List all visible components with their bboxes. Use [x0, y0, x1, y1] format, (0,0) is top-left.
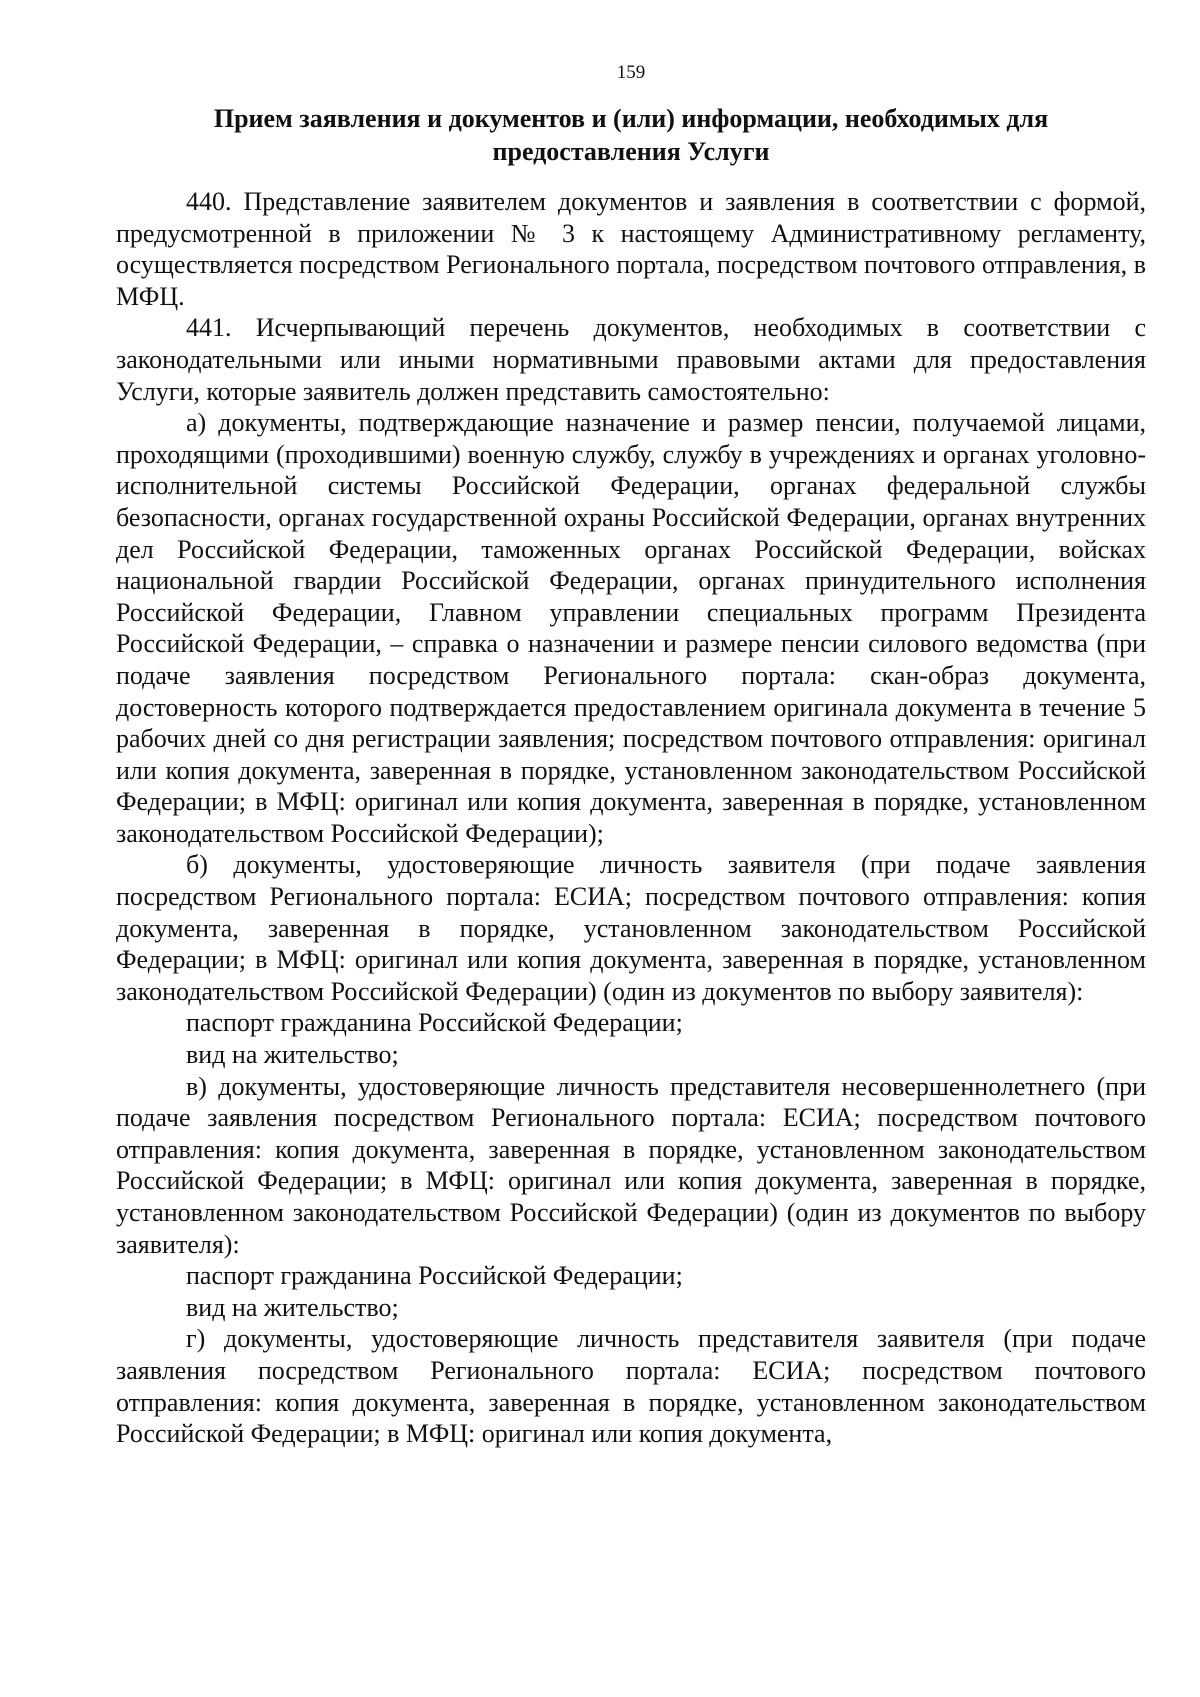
paragraph-440: 440. Представление заявителем документов и заявления в соответствии с формой, предусмотренной в приложении № 3 к настоящему Административному регламенту, осуществляется посредством Регионального портала, посредством почтового отправления, в МФЦ. — [116, 187, 1146, 311]
section-heading-line-2: предоставления Услуги — [492, 137, 770, 166]
section-heading — [116, 102, 1146, 168]
paragraph-441: 441. Исчерпывающий перечень документов, необходимых в соответствии с законодательными или иными нормативными правовыми актами для предоставления Услуги, которые заявитель должен представить самостоятельно: — [116, 313, 1146, 406]
paragraph-item-g: г) документы, удостоверяющие личность представителя заявителя (при подаче заявления посредством Регионального портала: ЕСИА; посредством почтового отправления: копия документа, заверенная в порядке, установленном законодательством Российской Федерации; в МФЦ: оригинал или копия документа, — [116, 1324, 1146, 1449]
document-page — [116, 62, 1146, 1450]
list-item-residence-permit: вид на жительство; — [186, 1040, 399, 1070]
document-body — [116, 186, 1146, 1450]
paragraph-item-a: а) документы, подтверждающие назначение и размер пенсии, получаемой лицами, проходящими (проходившими) военную службу, службу в учреждениях и органах уголовно-исполнительной системы Российской Федерации, органах федеральной службы безопасности, органах государственной охраны Российской Федерации, органах внутренних дел Российской Федерации, таможенных органах Российской Федерации, войсках национальной гвардии Российской Федерации, органах принудительного исполнения Российской Федерации, Главном управлении специальных программ Президента Российской Федерации, – справка о назначении и размере пенсии силового ведомства (при подаче заявления посредством Регионального портала: скан-образ документа, достоверность которого подтверждается предоставлением оригинала документа в течение 5 рабочих дней со дня регистрации заявления; посредством почтового отправления: оригинал или копия документа, заверенная в порядке, установленном законодательством Российской Федерации; в МФЦ: оригинал или копия документа, заверенная в порядке, установленном законодательством Российской Федерации); — [116, 408, 1146, 848]
list-item-passport: паспорт гражданина Российской Федерации; — [186, 1008, 683, 1038]
paragraph-item-b: б) документы, удостоверяющие личность заявителя (при подаче заявления посредством Регионального портала: ЕСИА; посредством почтового отправления: копия документа, заверенная в порядке, установленном законодательством Российской Федерации; в МФЦ: оригинал или копия документа, заверенная в порядке, установленном законодательством Российской Федерации) (один из документов по выбору заявителя): — [116, 850, 1146, 1006]
page-number: 159 — [616, 62, 646, 83]
list-item-passport: паспорт гражданина Российской Федерации; — [186, 1261, 683, 1291]
list-item-residence-permit: вид на жительство; — [186, 1292, 399, 1322]
paragraph-item-v: в) документы, удостоверяющие личность представителя несовершеннолетнего (при подаче заявления посредством Регионального портала: ЕСИА; посредством почтового отправления: копия документа, заверенная в порядке, установленном законодательством Российской Федерации; в МФЦ: оригинал или копия документа, заверенная в порядке, установленном законодательством Российской Федерации) (один из документов по выбору заявителя): — [116, 1071, 1146, 1259]
section-heading-line-1: Прием заявления и документов и (или) информации, необходимых для — [213, 104, 1049, 133]
